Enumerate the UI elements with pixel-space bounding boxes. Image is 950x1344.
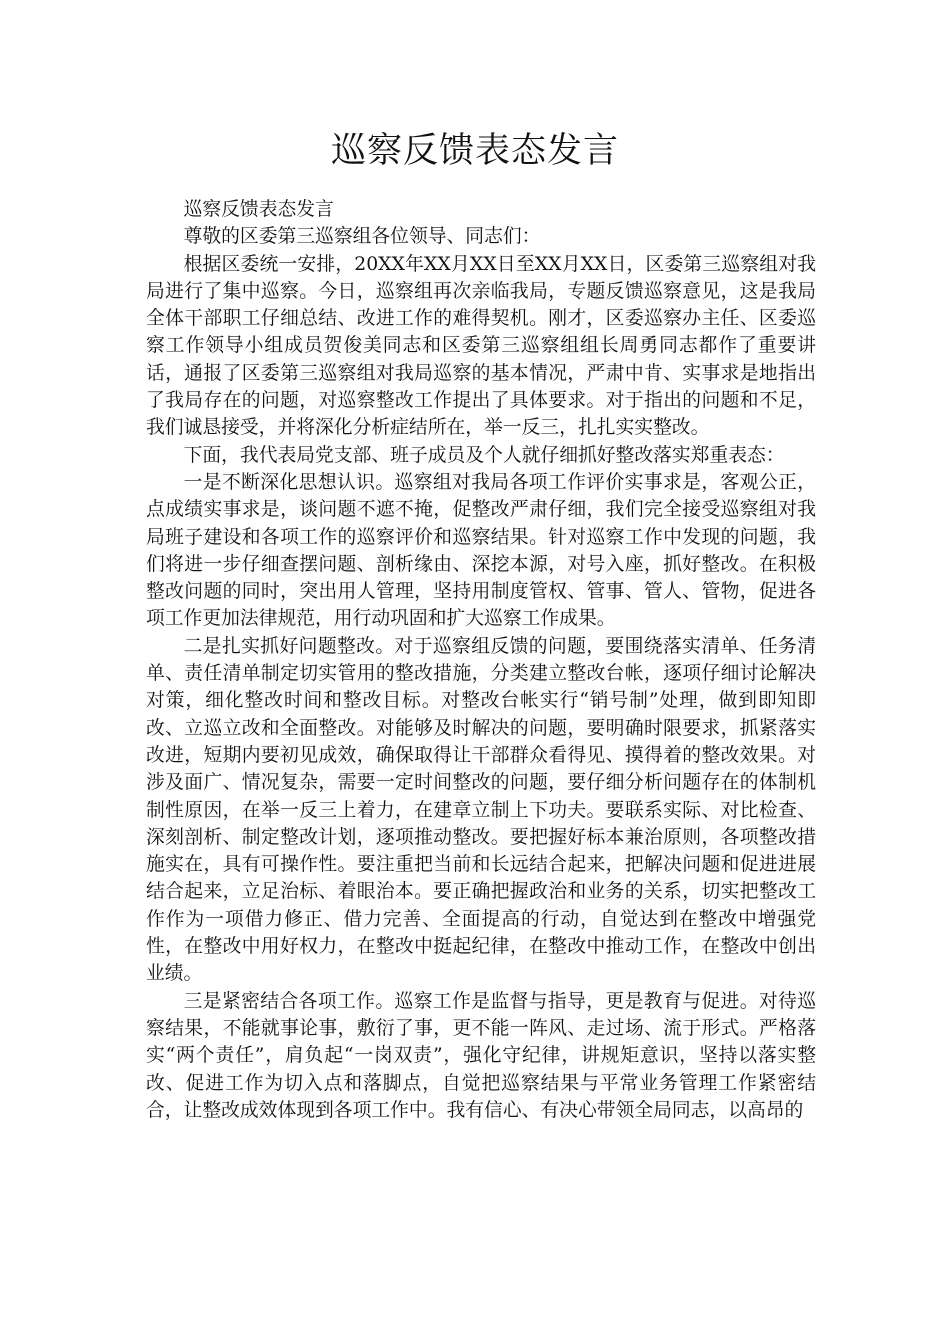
paragraph-point-three: 三是紧密结合各项工作。巡察工作是监督与指导，更是教育与促进。对待巡察结果，不能就事论事，敷衍了事，更不能一阵风、走过场、流于形式。严格落实“两个责任”，肩负起“一岗双责”，强化守纪律，讲规矩意识，坚持以落实整改、促进工作为切入点和落脚点，自觉把巡察结果与平常业务管理工作紧密结合，让整改成效体现到各项工作中。我有信心、有决心带领全局同志，以高昂的 (146, 990, 816, 1121)
paragraph-salutation: 尊敬的区委第三巡察组各位领导、同志们： (183, 226, 541, 248)
document-body (146, 196, 816, 1124)
document-title: 巡察反馈表态发言 (330, 131, 619, 171)
paragraph-point-two: 二是扎实抓好问题整改。对于巡察组反馈的问题，要围绕落实清单、任务清单、责任清单制定切实管用的整改措施，分类建立整改台帐，逐项仔细讨论解决对策，细化整改时间和整改目标。对整改台帐实行“销号制”处理，做到即知即改、立巡立改和全面整改。对能够及时解决的问题，要明确时限要求，抓紧落实改进，短期内要初见成效，确保取得让干部群众看得见、摸得着的整改效果。对涉及面广、情况复杂，需要一定时间整改的问题，要仔细分析问题存在的体制机制性原因，在举一反三上着力，在建章立制上下功夫。要联系实际、对比检查、深刻剖析、制定整改计划，逐项推动整改。要把握好标本兼治原则，各项整改措施实在，具有可操作性。要注重把当前和长远结合起来，把解决问题和促进进展结合起来，立足治标、着眼治本。要正确把握政治和业务的关系，切实把整改工作作为一项借力修正、借力完善、全面提高的行动，自觉达到在整改中增强党性，在整改中用好权力，在整改中挺起纪律，在整改中推动工作，在整改中创出业绩。 (146, 635, 816, 985)
paragraph-subtitle: 巡察反馈表态发言 (183, 199, 334, 220)
paragraph-point-one: 一是不断深化思想认识。巡察组对我局各项工作评价实事求是，客观公正，点成绩实事求是，谈问题不遮不掩，促整改严肃仔细，我们完全接受巡察组对我局班子建设和各项工作的巡察评价和巡察结果。针对巡察工作中发现的问题，我们将进一步仔细查摆问题、剖析缘由、深挖本源，对号入座，抓好整改。在积极整改问题的同时，突出用人管理，坚持用制度管权、管事、管人、管物，促进各项工作更加法律规范，用行动巩固和扩大巡察工作成果。 (146, 471, 816, 630)
paragraph-intro: 根据区委统一安排，20XX年XX月XX日至XX月XX日，区委第三巡察组对我局进行了集中巡察。今日，巡察组再次亲临我局，专题反馈巡察意见，这是我局全体干部职工仔细总结、改进工作的难得契机。刚才，区委巡察办主任、区委巡察工作领导小组成员贺俊美同志和区委第三巡察组组长周勇同志都作了重要讲话，通报了区委第三巡察组对我局巡察的基本情况，严肃中肯、实事求是地指出了我局存在的问题，对巡察整改工作提出了具体要求。对于指出的问题和不足，我们诚恳接受，并将深化分析症结所在，举一反三，扎扎实实整改。 (146, 253, 816, 439)
paragraph-statement-lead: 下面，我代表局党支部、班子成员及个人就仔细抓好整改落实郑重表态： (183, 444, 785, 466)
